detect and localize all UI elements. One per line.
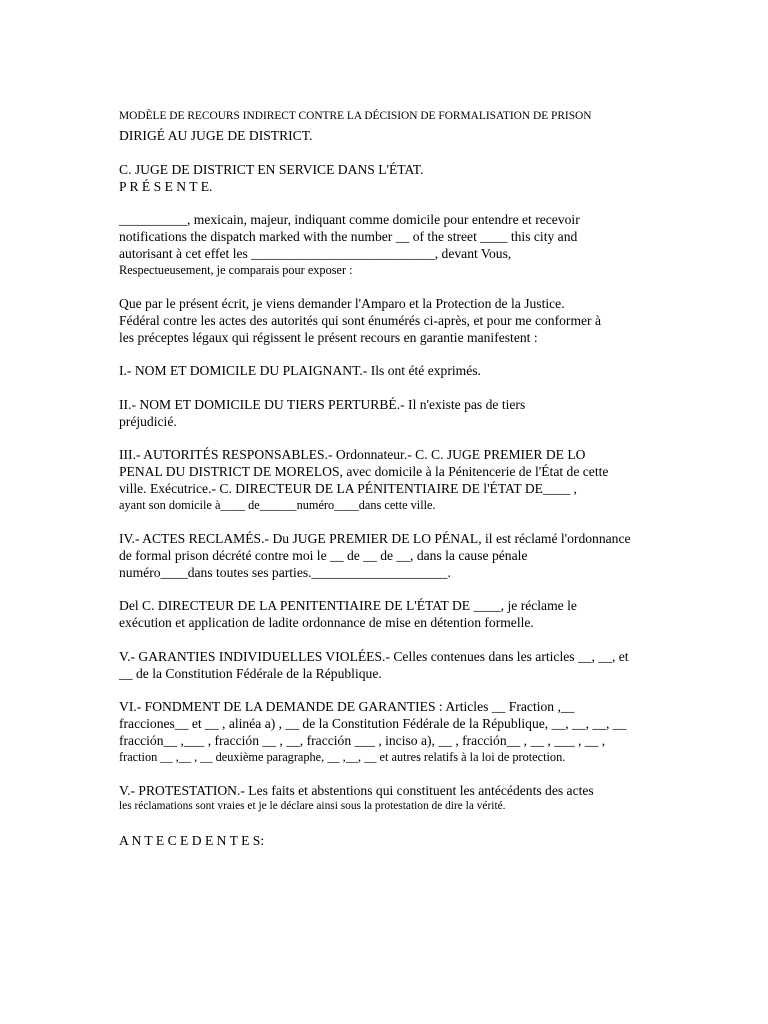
section-4-line: IV.- ACTES RECLAMÉS.- Du JUGE PREMIER DE LO PÉNAL, il est réclamé l'ordonnance [119, 531, 631, 546]
protestation-line: les réclamations sont vraies et je le déclare ainsi sous la protestation de dire la vérité. [119, 800, 506, 812]
section-3-line: III.- AUTORITÉS RESPONSABLES.- Ordonnateur.- C. C. JUGE PREMIER DE LO [119, 447, 586, 462]
section-6-line: fracciones__ et __ , alinéa a) , __ de la Constitution Fédérale de la République, __, __, __, __ [119, 716, 627, 731]
intro-line: __________, mexicain, majeur, indiquant comme domicile pour entendre et recevoir [119, 212, 580, 227]
section-2-line: II.- NOM ET DOMICILE DU TIERS PERTURBÉ.- Il n'existe pas de tiers [119, 397, 526, 412]
section-6-line: fraction __ ,__ , __ deuxième paragraphe, __ ,__, __ et autres relatifs à la loi de protection. [119, 750, 566, 764]
section-6-line: fracción__ ,___ , fracción __ , __, fracción ___ , inciso a), __ , fracción__ , __ , ___ , __ , [119, 733, 606, 748]
intro-line: Respectueusement, je comparais pour exposer : [119, 263, 353, 277]
intro-line: autorisant à cet effet les ___________________________, devant Vous, [119, 246, 512, 261]
section-6-line: VI.- FONDMENT DE LA DEMANDE DE GARANTIES : Articles __ Fraction ,__ [119, 699, 575, 714]
intro-line: notifications the dispatch marked with the number __ of the street ____ this city and [119, 229, 578, 244]
section-5-line: V.- GARANTIES INDIVIDUELLES VIOLÉES.- Celles contenues dans les articles __, __, et [119, 649, 629, 664]
request-line: Que par le présent écrit, je viens demander l'Amparo et la Protection de la Justice. [119, 296, 565, 311]
request-line: Fédéral contre les actes des autorités qui sont énumérés ci-après, et pour me conformer à [119, 313, 602, 328]
request-line: les préceptes légaux qui régissent le présent recours en garantie manifestent : [119, 330, 538, 345]
section-1-line: I.- NOM ET DOMICILE DU PLAIGNANT.- Ils ont été exprimés. [119, 363, 481, 378]
section-3-line: PENAL DU DISTRICT DE MORELOS, avec domicile à la Pénitencerie de l'État de cette [119, 464, 609, 479]
section-5-line: __ de la Constitution Fédérale de la République. [119, 666, 382, 681]
section-4b-line: Del C. DIRECTEUR DE LA PENITENTIAIRE DE L'ÉTAT DE ____, je réclame le [119, 598, 577, 613]
section-3-line: ayant son domicile à____ de______numéro____dans cette ville. [119, 498, 436, 512]
protestation-line: V.- PROTESTATION.- Les faits et abstentions qui constituent les antécédents des actes [119, 783, 594, 798]
section-4-line: numéro____dans toutes ses parties.____________________. [119, 565, 451, 580]
section-3-line: ville. Exécutrice.- C. DIRECTEUR DE LA PÉNITENTIAIRE DE l'ÉTAT DE____ , [119, 481, 577, 496]
presente-line: P R É S E N T E. [119, 179, 213, 194]
addressee-line: C. JUGE DE DISTRICT EN SERVICE DANS L'ÉTAT. [119, 162, 424, 177]
document-title: MODÈLE DE RECOURS INDIRECT CONTRE LA DÉCISION DE FORMALISATION DE PRISON [119, 110, 592, 122]
section-4-line: de formal prison décrété contre moi le __ de __ de __, dans la cause pénale [119, 548, 528, 563]
section-2-line: préjudicié. [119, 414, 177, 429]
antecedents-heading: A N T E C E D E N T E S: [119, 833, 265, 848]
section-4b-line: exécution et application de ladite ordonnance de mise en détention formelle. [119, 615, 534, 630]
document-subtitle: DIRIGÉ AU JUGE DE DISTRICT. [119, 128, 313, 143]
